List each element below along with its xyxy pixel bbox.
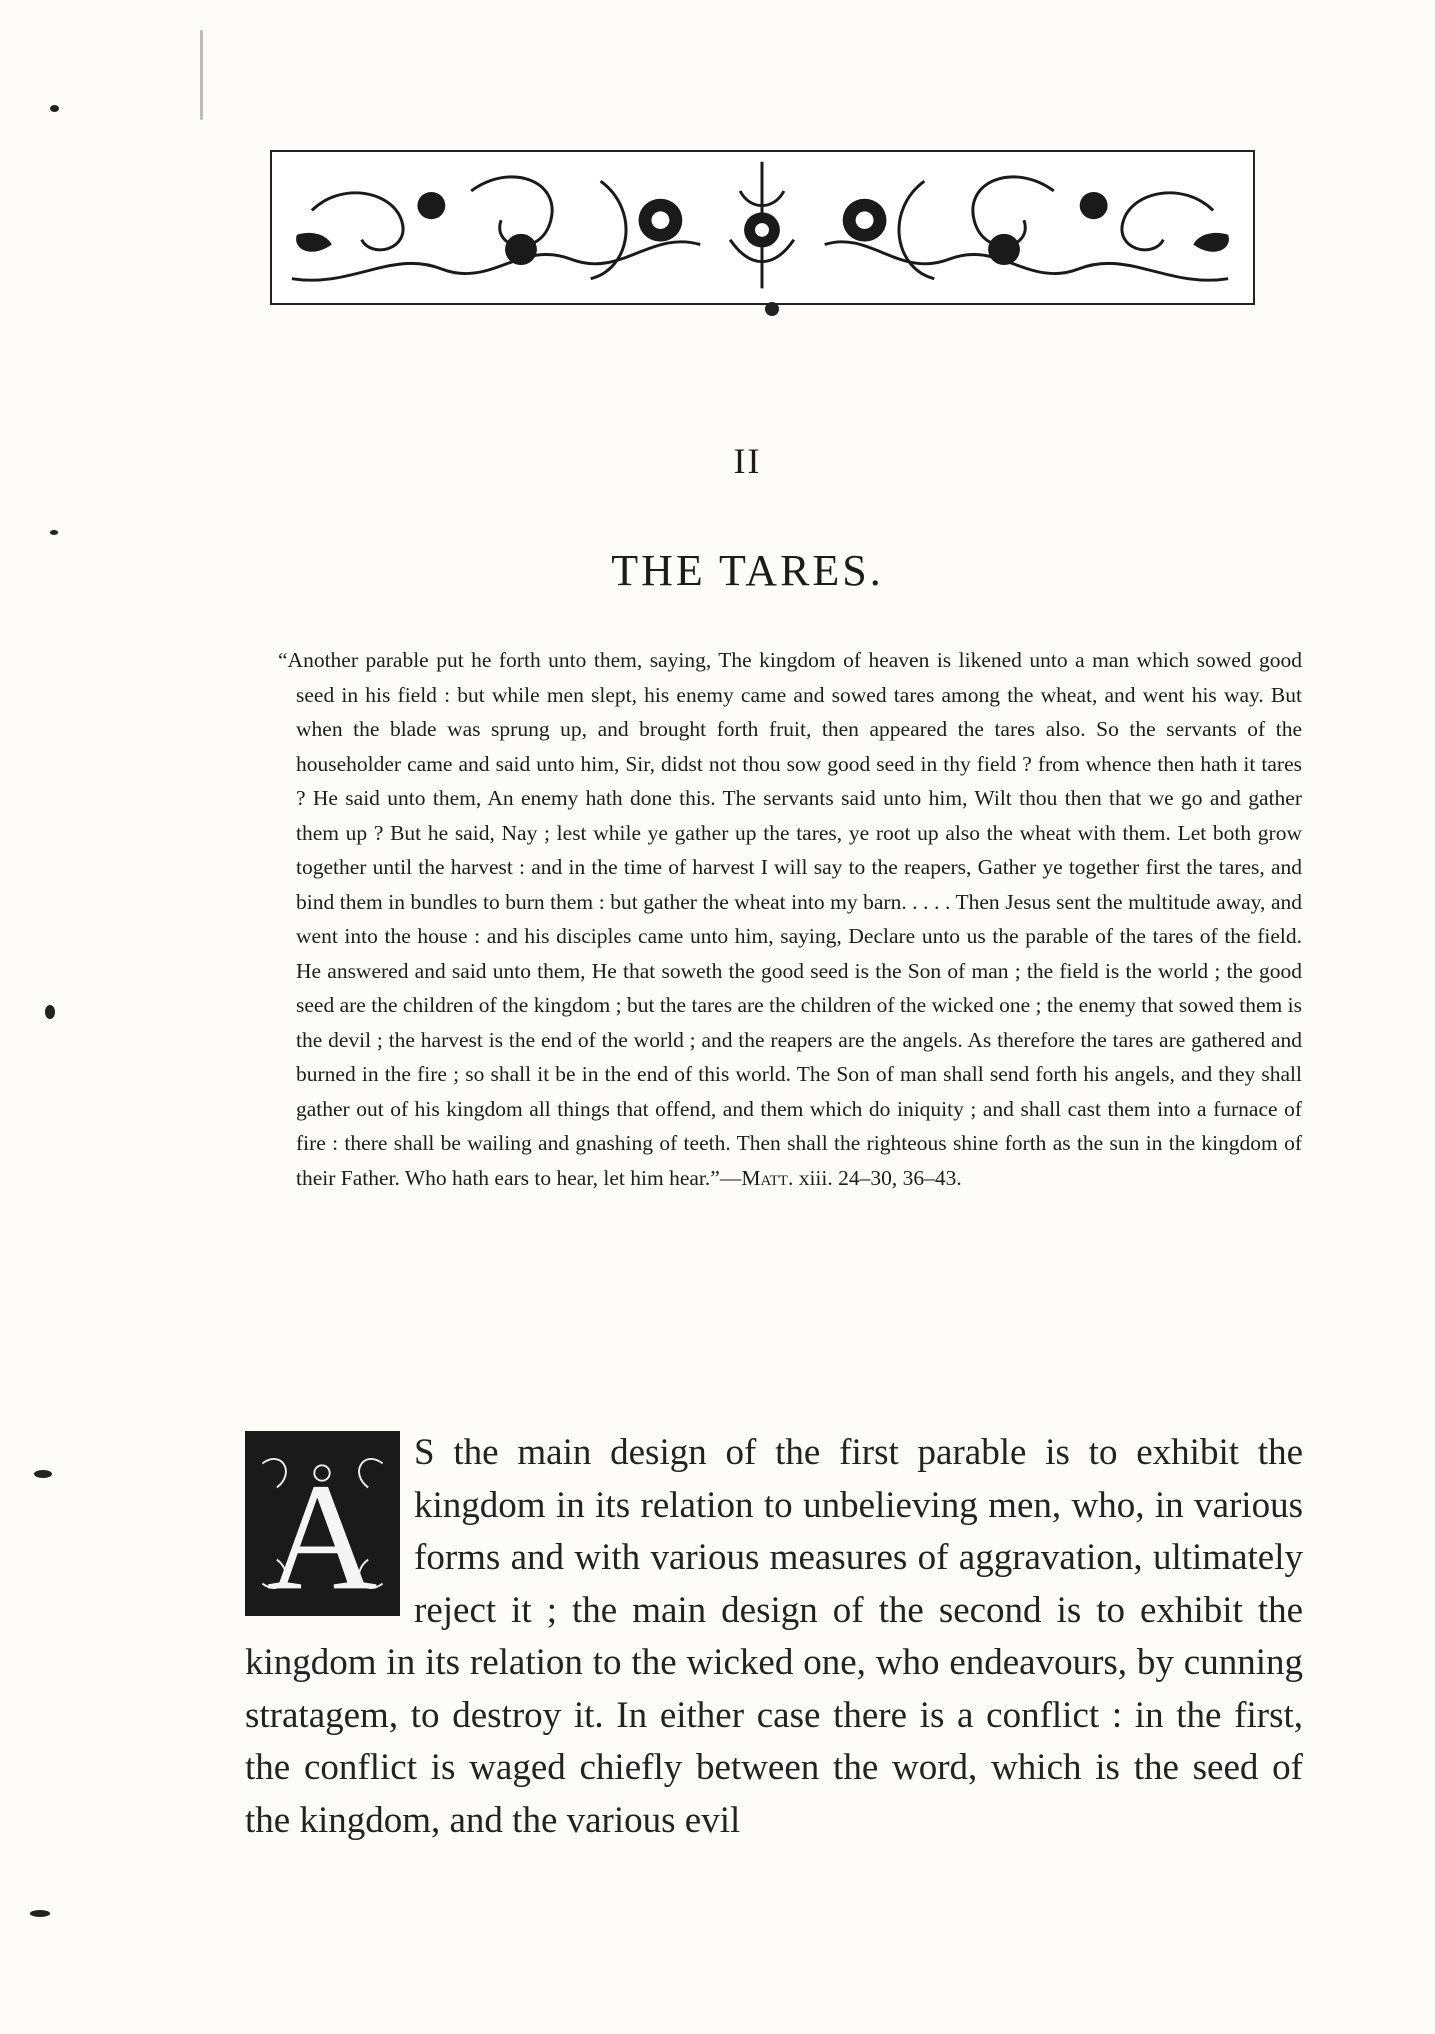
chapter-number: II (733, 441, 762, 481)
scan-speck (200, 30, 203, 120)
scripture-epigraph (278, 643, 1302, 1195)
chapter-title: THE TARES. (611, 546, 884, 595)
headpiece-knob (765, 302, 779, 316)
ornamental-headpiece (270, 150, 1255, 305)
scan-speck (45, 1005, 55, 1019)
epigraph-citation: Matt. (741, 1165, 794, 1190)
body-text: S the main design of the first parable is to exhibit the kingdom in its relation to unbelieving men, who, in various forms and with various measures of aggravation, ultimately reject it ; the main design of the second is to exhibit the kingdom in its relation to the wicked one, who endeavours, by cunning stratagem, to destroy it. In either case there is a conflict : in the first, the conflict is waged chiefly between the word, which is the seed of the kingdom, and the various evil (245, 1432, 1303, 1841)
floral-scroll-ornament (272, 152, 1253, 303)
scan-speck (50, 105, 59, 112)
ornamental-initial-a (248, 1434, 397, 1613)
body-paragraph (245, 1427, 1303, 1847)
scan-speck (50, 530, 58, 535)
scan-speck (30, 1910, 50, 1917)
scan-speck (34, 1470, 52, 1478)
drop-cap-initial (245, 1431, 400, 1616)
drop-cap-letter: A (266, 1452, 378, 1613)
epigraph-text: “Another parable put he forth unto them, saying, The kingdom of heaven is likened unto a man which sowed good seed in his field : but while men slept, his enemy came and sowed tares among the wheat, and went his way. But when the blade was sprung up, and brought forth fruit, then appeared the tares also. So the servants of the householder came and said unto him, Sir, didst not thou sow good seed in thy field ? from whence then hath it tares ? He said unto them, An enemy hath done this. The servants said unto him, Wilt thou then that we go and gather them up ? But he said, Nay ; lest while ye gather up the tares, ye root up also the wheat with them. Let both grow together until the harvest : and in the time of harvest I will say to the reapers, Gather ye together first the tares, and bind them in bundles to burn them : but gather the wheat into my barn. . . . . Then Jesus sent the multitude away, and went into the house : and his disciples came unto him, saying, Declare unto us the parable of the tares of the field. He answered and said unto them, He that soweth the good seed is the Son of man ; the field is the world ; the good seed are the children of the kingdom ; but the tares are the children of the wicked one ; the enemy that sowed them is the devil ; the harvest is the end of the world ; and the reapers are the angels. As therefore the tares are gathered and burned in the fire ; so shall it be in the end of this world. The Son of man shall send forth his angels, and they shall gather out of his kingdom all things that offend, and them which do iniquity ; and shall cast them into a furnace of fire : there shall be wailing and gnashing of teeth. Then shall the righteous shine forth as the sun in the kingdom of their Father. Who hath ears to hear, let him hear.”— (278, 648, 1302, 1190)
epigraph-reference: xiii. 24–30, 36–43. (793, 1165, 962, 1190)
